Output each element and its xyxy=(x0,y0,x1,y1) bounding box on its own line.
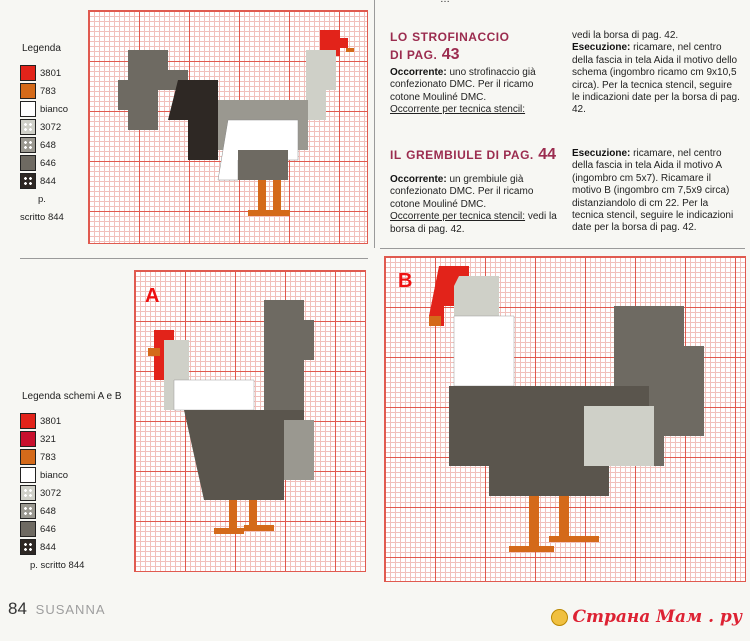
legend-scritto: scritto 844 xyxy=(20,211,64,223)
legend-p-label: p. xyxy=(38,193,46,205)
chart-label-a: A xyxy=(145,285,160,307)
swatch-321 xyxy=(20,431,36,447)
swatch-bianco xyxy=(20,101,36,117)
rooster-top-figure xyxy=(88,10,366,242)
divider-horizontal-left xyxy=(20,258,368,259)
occorrente-text: un grembiule già confezionato DMC. Per il ricamo cotone Mouliné DMC. xyxy=(390,174,534,210)
heading-small: LO xyxy=(390,30,408,44)
brand-name: SUSANNA xyxy=(35,602,106,617)
swatch-646 xyxy=(20,155,36,171)
stencil-label: Occorrente per tecnica stencil: xyxy=(390,104,526,116)
watermark-text: Страна Мам . ру xyxy=(572,607,742,627)
stencil-label: Occorrente per tecnica stencil: xyxy=(390,211,526,223)
legend-top xyxy=(20,64,68,226)
stencil-text: vedi la borsa di pag. 42. xyxy=(390,211,557,235)
chart-label-b: B xyxy=(398,270,413,292)
legend-code: bianco xyxy=(40,469,68,481)
legend-code: 646 xyxy=(40,523,56,535)
page-number: 84 xyxy=(8,599,27,618)
legend-code: 3072 xyxy=(40,121,62,133)
grembiule-left xyxy=(390,174,562,236)
divider-vertical xyxy=(374,0,375,248)
heading-small: IL xyxy=(390,148,402,162)
heading-grembiule xyxy=(390,146,568,164)
strofinaccio-left xyxy=(390,67,562,117)
legend-code: 3801 xyxy=(40,415,62,427)
legend-code: 844 xyxy=(40,175,56,187)
swatch-648 xyxy=(20,137,36,153)
legend-title: Legenda xyxy=(22,43,61,54)
swatch-3801 xyxy=(20,65,36,81)
rooster-a-figure xyxy=(134,270,364,570)
swatch-844 xyxy=(20,539,36,555)
swatch-3072 xyxy=(20,485,36,501)
right-col-text: vedi la borsa di pag. 42. xyxy=(572,30,679,41)
legend-code: 783 xyxy=(40,85,56,97)
legend-code: 646 xyxy=(40,157,56,169)
esecuzione-text: ricamare, nel centro della fascia in tela Aida il motivo dello schema (ingombro ricamo cm 9x10,5 circa). Per la tecnica stencil, seguire le indicazioni date per la borsa di pag. 42. xyxy=(572,42,740,116)
heading-small: DI PAG. xyxy=(390,48,438,62)
page-footer xyxy=(8,599,106,619)
occorrente-label: Occorrente: xyxy=(390,174,447,185)
swatch-646 xyxy=(20,521,36,537)
swatch-3801 xyxy=(20,413,36,429)
swatch-648 xyxy=(20,503,36,519)
heading-word: GREMBIULE DI PAG. xyxy=(406,148,534,162)
esecuzione-label: Esecuzione: xyxy=(572,42,631,54)
heading-num: 44 xyxy=(538,146,556,163)
smiley-icon xyxy=(551,609,568,626)
swatch-844 xyxy=(20,173,36,189)
header-fragment xyxy=(440,0,450,6)
swatch-783 xyxy=(20,449,36,465)
swatch-bianco xyxy=(20,467,36,483)
occorrente-label: Occorrente: xyxy=(390,67,447,78)
legend-code: 321 xyxy=(40,433,56,445)
legend-ab-title: Legenda schemi A e B xyxy=(22,391,122,402)
grembiule-right xyxy=(572,148,742,235)
legend-scritto: p. scritto 844 xyxy=(30,559,85,571)
legend-code: 844 xyxy=(40,541,56,553)
legend-code: 648 xyxy=(40,505,56,517)
esecuzione-label: Esecuzione: xyxy=(572,148,631,159)
legend-ab xyxy=(20,412,84,574)
legend-code: 783 xyxy=(40,451,56,463)
swatch-3072 xyxy=(20,119,36,135)
heading-strofinaccio xyxy=(390,28,565,64)
legend-code: bianco xyxy=(40,103,68,115)
strofinaccio-right xyxy=(572,30,742,117)
legend-code: 3801 xyxy=(40,67,62,79)
swatch-783 xyxy=(20,83,36,99)
legend-code: 648 xyxy=(40,139,56,151)
divider-horizontal-right xyxy=(380,248,745,249)
heading-word: STROFINACCIO xyxy=(412,30,510,44)
legend-code: 3072 xyxy=(40,487,62,499)
rooster-b-figure xyxy=(384,256,744,580)
watermark xyxy=(551,607,742,627)
occorrente-text: uno strofinaccio già confezionato DMC. Per il ricamo cotone Mouliné DMC. xyxy=(390,67,536,103)
heading-num: 43 xyxy=(441,46,460,63)
esecuzione-text: ricamare, nel centro della fascia in tela Aida il motivo A (ingombro cm 5x7). Ricamare il motivo B (ingombro cm 7,5x9 circa) distanziandolo di cm 22. Per la tecnica stencil, seguire le indicazioni date per la borsa di pag. 42. xyxy=(572,148,734,234)
